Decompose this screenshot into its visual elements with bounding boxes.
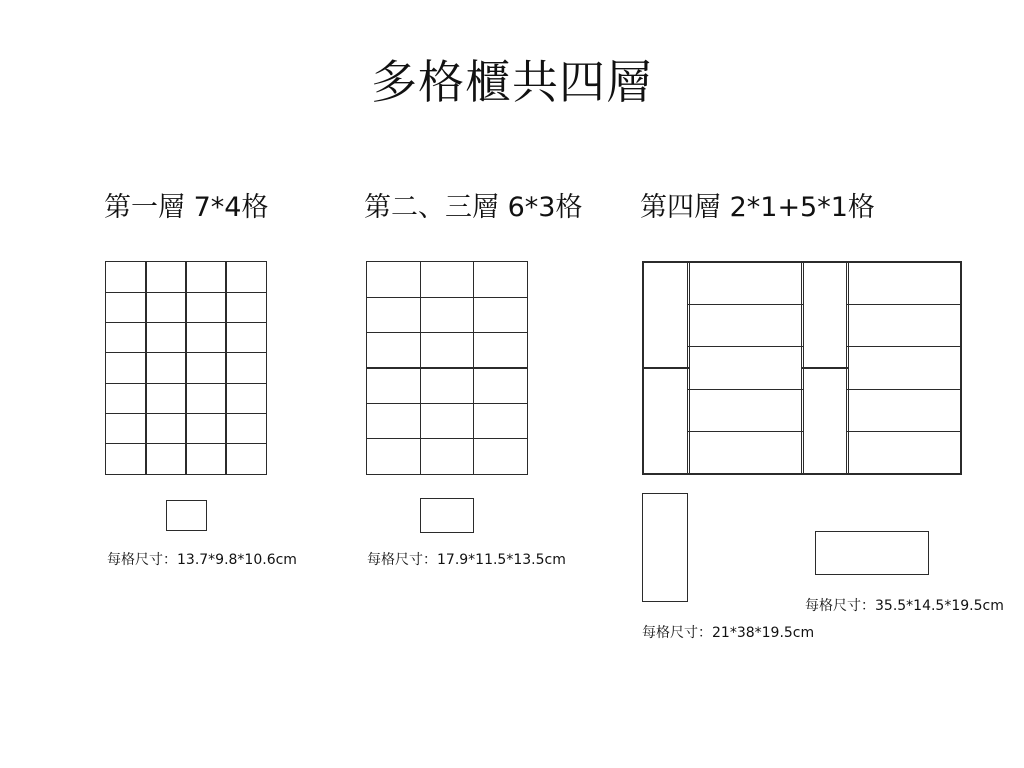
grid-cell <box>420 261 475 298</box>
grid-cell <box>185 261 226 293</box>
grid-cell <box>473 403 528 440</box>
layer-4-tall-size-label: 每格尺寸：21*38*19.5cm <box>642 625 815 641</box>
wide-cell <box>846 304 961 348</box>
layer-4-tall-cell-sample <box>642 493 688 602</box>
grid-cell <box>420 332 475 369</box>
layer-1-grid <box>106 262 266 474</box>
grid-cell <box>185 292 226 324</box>
grid-cell <box>185 443 226 475</box>
grid-cell <box>473 332 528 369</box>
wide-cell <box>687 389 803 433</box>
grid-cell <box>366 438 421 475</box>
wide-cell <box>687 304 803 348</box>
grid-cell <box>366 332 421 369</box>
grid-cell <box>105 352 146 384</box>
layer-4-wide-size-label: 每格尺寸：35.5*14.5*19.5cm <box>805 598 1004 614</box>
wide-cell <box>846 431 961 475</box>
layer-2-3-cell-sample <box>420 498 474 533</box>
section-2-heading: 第二、三層 6*3格 <box>364 192 583 223</box>
grid-cell <box>225 261 266 293</box>
grid-cell <box>185 322 226 354</box>
grid-cell <box>366 367 421 404</box>
grid-cell <box>473 297 528 334</box>
section-1-heading: 第一層 7*4格 <box>104 192 269 223</box>
grid-cell <box>225 443 266 475</box>
layer-4-wide-column-1 <box>688 262 803 474</box>
grid-cell <box>145 292 186 324</box>
section-3-heading: 第四層 2*1+5*1格 <box>640 192 875 223</box>
grid-cell <box>185 352 226 384</box>
wide-cell <box>687 261 803 305</box>
grid-cell <box>105 383 146 415</box>
layer-4-tall-column-2 <box>802 262 848 474</box>
wide-cell <box>846 261 961 305</box>
tall-cell <box>801 261 848 368</box>
grid-cell <box>145 352 186 384</box>
grid-cell <box>105 443 146 475</box>
layer-1-size-label: 每格尺寸：13.7*9.8*10.6cm <box>107 552 297 568</box>
grid-cell <box>105 322 146 354</box>
layer-1-cell-sample <box>166 500 207 531</box>
grid-cell <box>420 297 475 334</box>
grid-cell <box>105 261 146 293</box>
grid-cell <box>145 383 186 415</box>
wide-cell <box>687 346 803 390</box>
grid-cell <box>145 322 186 354</box>
grid-cell <box>145 261 186 293</box>
grid-cell <box>473 438 528 475</box>
grid-cell <box>105 292 146 324</box>
layer-2-3-size-label: 每格尺寸：17.9*11.5*13.5cm <box>367 552 566 568</box>
grid-cell <box>473 261 528 298</box>
grid-cell <box>420 403 475 440</box>
grid-cell <box>225 352 266 384</box>
grid-cell <box>185 383 226 415</box>
grid-cell <box>145 413 186 445</box>
grid-cell <box>366 297 421 334</box>
grid-cell <box>225 383 266 415</box>
layer-4-wide-column-2 <box>847 262 961 474</box>
grid-cell <box>225 322 266 354</box>
tall-cell <box>642 261 689 368</box>
grid-cell <box>225 413 266 445</box>
page-title: 多格櫃共四層 <box>371 55 653 109</box>
grid-cell <box>473 367 528 404</box>
grid-cell <box>105 413 146 445</box>
grid-cell <box>225 292 266 324</box>
layer-2-3-grid <box>367 262 527 474</box>
wide-cell <box>846 389 961 433</box>
grid-cell <box>420 367 475 404</box>
layer-4-wide-cell-sample <box>815 531 929 575</box>
grid-cell <box>185 413 226 445</box>
grid-cell <box>366 403 421 440</box>
grid-cell <box>420 438 475 475</box>
wide-cell <box>846 346 961 390</box>
tall-cell <box>801 367 848 474</box>
grid-cell <box>366 261 421 298</box>
layer-4-tall-column-1 <box>643 262 689 474</box>
wide-cell <box>687 431 803 475</box>
tall-cell <box>642 367 689 474</box>
grid-cell <box>145 443 186 475</box>
